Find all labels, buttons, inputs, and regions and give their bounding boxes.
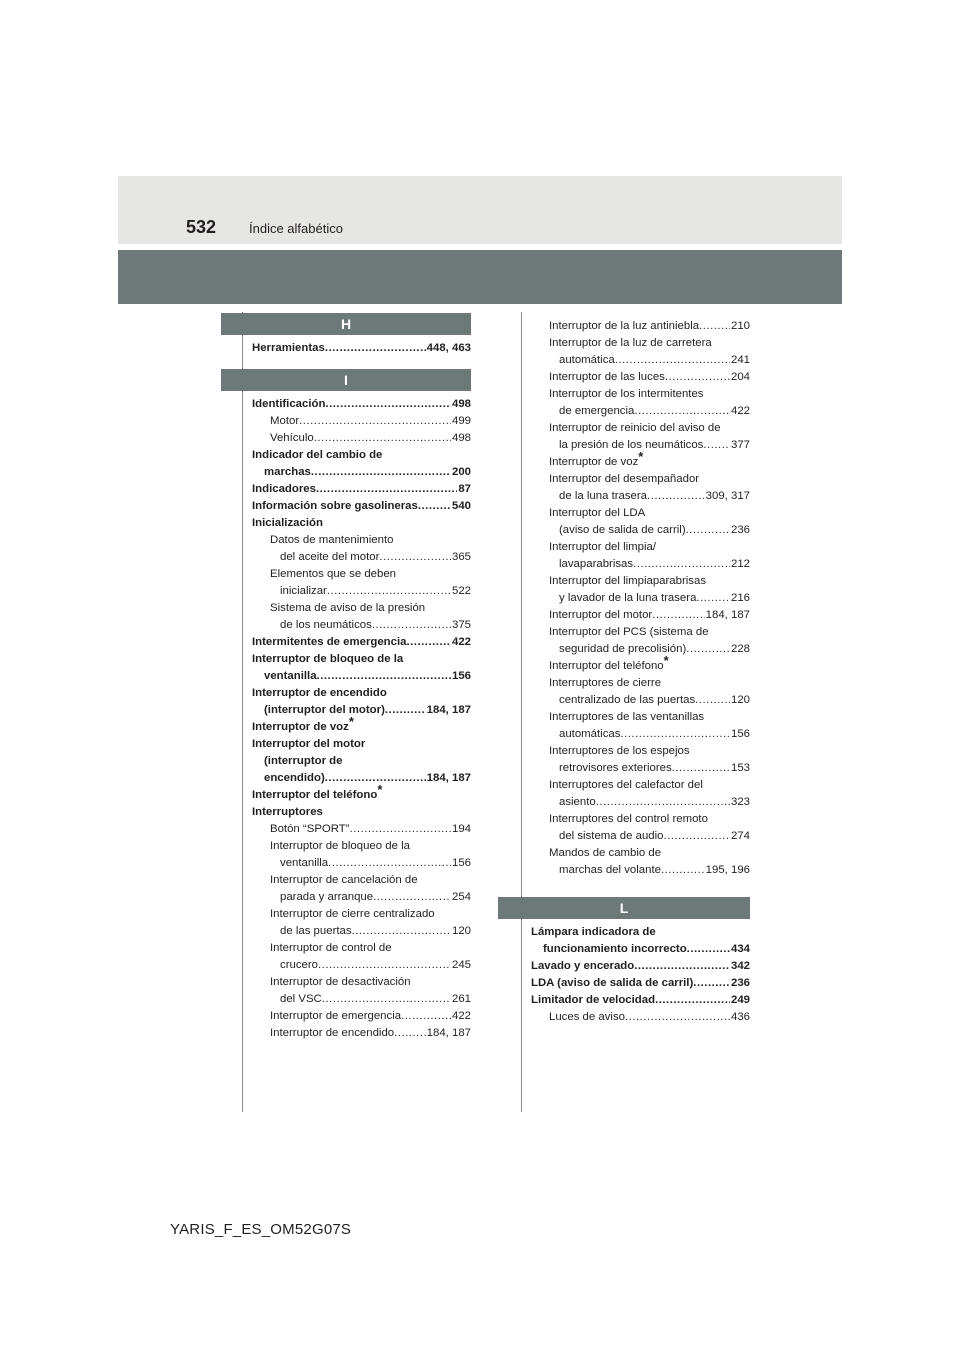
entry-text: Interruptor de emergencia	[270, 1010, 402, 1022]
index-entry	[531, 607, 750, 624]
page-number: 532	[186, 217, 217, 237]
dot-leader	[314, 430, 451, 447]
entry-page-ref: 184, 187	[426, 704, 471, 716]
dot-leader	[316, 481, 457, 498]
dot-leader	[327, 583, 451, 600]
index-entry	[252, 413, 471, 430]
entry-text: del aceite del motor	[280, 551, 380, 563]
entry-page-ref: 448, 463	[426, 342, 471, 354]
entry-text: Lavado y encerado	[531, 960, 635, 972]
index-column-right	[531, 318, 750, 1026]
index-entry	[252, 1025, 471, 1042]
entry-page-ref: 241	[730, 354, 750, 366]
entry-page-ref: 236	[730, 977, 750, 989]
entry-text: (interruptor de	[264, 755, 343, 767]
index-entry	[252, 515, 471, 532]
entry-text: Interruptor de bloqueo de la	[270, 840, 410, 852]
index-entry	[252, 991, 471, 1008]
index-entry	[252, 617, 471, 634]
letter-header-h: H	[221, 313, 471, 335]
index-entry	[252, 532, 471, 549]
entry-list-l	[531, 924, 750, 1026]
entry-page-ref: 184, 187	[426, 1027, 471, 1039]
entry-text: Interruptor de bloqueo de la	[252, 653, 404, 665]
dot-leader	[647, 488, 705, 505]
index-entry	[252, 889, 471, 906]
dot-leader	[686, 641, 730, 658]
index-entry	[252, 498, 471, 515]
entry-page-ref: 522	[451, 585, 471, 597]
index-entry	[531, 471, 750, 488]
entry-page-ref: 184, 187	[705, 609, 750, 621]
entry-page-ref: 323	[730, 796, 750, 808]
dot-leader	[385, 702, 426, 719]
entry-text: Interruptor de encendido	[270, 1027, 395, 1039]
entry-text: Interruptor del motor	[252, 738, 366, 750]
footnote-asterisk: *	[638, 449, 644, 464]
entry-text: Interruptores de las ventanillas	[549, 711, 705, 723]
index-entry	[252, 1008, 471, 1025]
dot-leader	[625, 1009, 730, 1026]
entry-text: Interruptores del control remoto	[549, 813, 708, 825]
entry-text: del sistema de audio	[559, 830, 664, 842]
dot-leader	[665, 369, 730, 386]
entry-text: marchas	[264, 466, 311, 478]
index-entry	[531, 743, 750, 760]
entry-text: (aviso de salida de carril)	[559, 524, 686, 536]
dot-leader	[325, 396, 451, 413]
entry-text: parada y arranque	[280, 891, 374, 903]
entry-page-ref: 228	[730, 643, 750, 655]
index-entry	[531, 653, 750, 675]
index-entry	[252, 481, 471, 498]
index-entry	[531, 924, 750, 941]
index-entry	[531, 692, 750, 709]
index-entry	[531, 941, 750, 958]
dot-leader	[652, 607, 704, 624]
entry-page-ref: 375	[451, 619, 471, 631]
entry-text: Interruptor de voz	[252, 721, 349, 733]
dot-leader	[596, 794, 730, 811]
dot-leader	[634, 958, 730, 975]
index-entry	[531, 403, 750, 420]
dot-leader	[699, 318, 730, 335]
entry-text: Sistema de aviso de la presión	[270, 602, 426, 614]
entry-text: de emergencia	[559, 405, 635, 417]
index-entry	[252, 600, 471, 617]
dot-leader	[352, 923, 451, 940]
index-entry	[531, 958, 750, 975]
index-entry	[531, 709, 750, 726]
index-entry	[531, 488, 750, 505]
entry-text: (interruptor del motor)	[264, 704, 385, 716]
entry-text: Interruptor de la luz de carretera	[549, 337, 712, 349]
index-entry	[252, 396, 471, 413]
dot-leader	[655, 992, 730, 1009]
entry-text: Motor	[270, 415, 300, 427]
entry-page-ref: 153	[730, 762, 750, 774]
index-entry	[252, 447, 471, 464]
entry-text: Interruptor de desactivación	[270, 976, 411, 988]
entry-text: del VSC	[280, 993, 322, 1005]
dot-leader	[379, 549, 451, 566]
dot-leader	[328, 855, 451, 872]
index-entry	[252, 430, 471, 447]
dot-leader	[350, 821, 451, 838]
letter-header-l: L	[498, 897, 750, 919]
entry-page-ref: 434	[730, 943, 750, 955]
entry-text: Interruptor del motor	[549, 609, 653, 621]
index-entry	[531, 992, 750, 1009]
index-entry	[252, 668, 471, 685]
entry-text: Interruptor de control de	[270, 942, 392, 954]
dot-leader	[406, 634, 451, 651]
entry-text: Interruptor del teléfono	[549, 660, 664, 672]
entry-page-ref: 377	[730, 439, 750, 451]
index-entry	[252, 464, 471, 481]
index-entry	[531, 828, 750, 845]
dot-leader	[372, 617, 451, 634]
dot-leader	[299, 413, 451, 430]
entry-page-ref: 195, 196	[705, 864, 750, 876]
dot-leader	[634, 403, 730, 420]
entry-page-ref: 184, 187	[426, 772, 471, 784]
entry-page-ref: 156	[730, 728, 750, 740]
dot-leader	[661, 862, 705, 879]
index-entry	[531, 335, 750, 352]
entry-page-ref: 342	[730, 960, 750, 972]
entry-text: Interruptor del teléfono	[252, 789, 378, 801]
dot-leader	[325, 770, 426, 787]
index-entry	[252, 634, 471, 651]
entry-text: encendido)	[264, 772, 325, 784]
entry-text: Interruptor de encendido	[252, 687, 387, 699]
entry-text: inicializar	[280, 585, 327, 597]
dot-leader	[620, 726, 730, 743]
index-entry	[531, 794, 750, 811]
entry-text: automática	[559, 354, 615, 366]
index-entry	[252, 782, 471, 804]
entry-text: centralizado de las puertas	[559, 694, 696, 706]
entry-page-ref: 87	[458, 483, 471, 495]
footnote-asterisk: *	[377, 782, 383, 797]
index-entry	[531, 590, 750, 607]
index-entry	[252, 714, 471, 736]
entry-text: Interruptor de cancelación de	[270, 874, 418, 886]
dot-leader	[687, 941, 730, 958]
entry-text: Datos de mantenimiento	[270, 534, 394, 546]
entry-page-ref: 156	[451, 670, 471, 682]
entry-text: asiento	[559, 796, 596, 808]
entry-text: LDA (aviso de salida de carril)	[531, 977, 694, 989]
index-entry	[531, 573, 750, 590]
entry-text: Indicadores	[252, 483, 316, 495]
entry-text: Limitador de velocidad	[531, 994, 656, 1006]
index-entry	[252, 685, 471, 702]
dot-leader	[686, 522, 730, 539]
entry-text: la presión de los neumáticos	[559, 439, 704, 451]
entry-text: Interruptor del LDA	[549, 507, 646, 519]
entry-page-ref: 236	[730, 524, 750, 536]
entry-text: y lavador de la luna trasera	[559, 592, 697, 604]
entry-text: Luces de aviso	[549, 1011, 625, 1023]
entry-text: Intermitentes de emergencia	[252, 636, 407, 648]
entry-text: Interruptores de cierre	[549, 677, 662, 689]
index-entry	[531, 352, 750, 369]
index-entry	[531, 777, 750, 794]
index-entry	[252, 838, 471, 855]
dot-leader	[615, 352, 730, 369]
entry-text: Mandos de cambio de	[549, 847, 662, 859]
entry-text: Vehículo	[270, 432, 314, 444]
entry-text: Interruptor del desempañador	[549, 473, 700, 485]
dot-leader	[633, 556, 730, 573]
entry-text: Interruptor de cierre centralizado	[270, 908, 435, 920]
dot-leader	[693, 975, 730, 992]
entry-page-ref: 422	[451, 1010, 471, 1022]
index-entry	[252, 872, 471, 889]
entry-text: de las puertas	[280, 925, 352, 937]
entry-text: Información sobre gasolineras	[252, 500, 418, 512]
entry-text: de los neumáticos	[280, 619, 372, 631]
index-entry	[252, 583, 471, 600]
entry-page-ref: 540	[451, 500, 471, 512]
entry-page-ref: 156	[451, 857, 471, 869]
entry-page-ref: 200	[451, 466, 471, 478]
footnote-asterisk: *	[348, 714, 354, 729]
left-column-rule	[242, 312, 243, 1112]
entry-page-ref: 120	[730, 694, 750, 706]
entry-text: Identificación	[252, 398, 326, 410]
entry-page-ref: 261	[451, 993, 471, 1005]
entry-page-ref: 422	[451, 636, 471, 648]
entry-text: ventanilla	[264, 670, 317, 682]
index-entry	[252, 855, 471, 872]
index-entry	[531, 539, 750, 556]
index-entry	[531, 811, 750, 828]
dot-leader	[325, 340, 426, 357]
header-bar	[118, 176, 842, 244]
entry-text: retrovisores exteriores	[559, 762, 672, 774]
entry-text: Interruptores	[252, 806, 323, 818]
entry-text: Elementos que se deben	[270, 568, 397, 580]
entry-text: automáticas	[559, 728, 621, 740]
letter-header-i: I	[221, 369, 471, 391]
index-entry	[531, 369, 750, 386]
index-entry	[531, 845, 750, 862]
index-entry	[252, 957, 471, 974]
index-entry	[531, 505, 750, 522]
entry-page-ref: 245	[451, 959, 471, 971]
dot-leader	[401, 1008, 451, 1025]
entry-text: crucero	[280, 959, 318, 971]
right-column-rule	[521, 312, 522, 1112]
entry-text: marchas del volante	[559, 864, 661, 876]
entry-text: seguridad de precolisión)	[559, 643, 687, 655]
entry-text: Lámpara indicadora de	[531, 926, 656, 938]
entry-page-ref: 498	[451, 432, 471, 444]
index-entry	[252, 923, 471, 940]
index-entry	[252, 770, 471, 787]
entry-text: Interruptor de los intermitentes	[549, 388, 704, 400]
entry-list-continued	[531, 318, 750, 879]
entry-text: Inicialización	[252, 517, 323, 529]
dot-leader	[394, 1025, 426, 1042]
entry-page-ref: 422	[730, 405, 750, 417]
index-entry	[531, 624, 750, 641]
index-entry	[252, 974, 471, 991]
entry-page-ref: 365	[451, 551, 471, 563]
entry-page-ref: 498	[451, 398, 471, 410]
entry-text: Interruptor del limpia/	[549, 541, 656, 553]
entry-page-ref: 499	[451, 415, 471, 427]
index-entry	[252, 566, 471, 583]
entry-text: Herramientas	[252, 342, 325, 354]
dot-leader	[311, 464, 451, 481]
index-entry	[531, 1009, 750, 1026]
entry-page-ref: 274	[730, 830, 750, 842]
entry-text: Interruptor del limpiaparabrisas	[549, 575, 707, 587]
document-code: YARIS_F_ES_OM52G07S	[170, 1221, 352, 1238]
entry-page-ref: 309, 317	[705, 490, 750, 502]
entry-page-ref: 210	[730, 320, 750, 332]
index-entry	[252, 906, 471, 923]
index-entry	[531, 449, 750, 471]
index-entry	[252, 753, 471, 770]
dot-leader	[322, 991, 451, 1008]
entry-page-ref: 194	[451, 823, 471, 835]
entry-text: Interruptores de los espejos	[549, 745, 690, 757]
entry-text: Indicador del cambio de	[252, 449, 383, 461]
entry-page-ref: 254	[451, 891, 471, 903]
index-entry	[531, 975, 750, 992]
entry-text: Botón “SPORT”	[270, 823, 350, 835]
entry-list-i	[252, 396, 471, 1042]
footnote-asterisk: *	[663, 653, 669, 668]
dot-leader	[317, 668, 451, 685]
entry-text: Interruptor de las luces	[549, 371, 665, 383]
entry-list-h	[252, 340, 471, 357]
entry-text: lavaparabrisas	[559, 558, 634, 570]
entry-page-ref: 436	[730, 1011, 750, 1023]
dot-leader	[696, 590, 730, 607]
entry-page-ref: 120	[451, 925, 471, 937]
entry-text: Interruptores del calefactor del	[549, 779, 703, 791]
entry-text: Interruptor de reinicio del aviso de	[549, 422, 721, 434]
dot-leader	[418, 498, 451, 515]
entry-text: funcionamiento incorrecto	[543, 943, 687, 955]
index-entry	[252, 549, 471, 566]
entry-text: de la luna trasera	[559, 490, 648, 502]
dot-leader	[663, 828, 730, 845]
entry-page-ref: 212	[730, 558, 750, 570]
dot-leader	[695, 692, 730, 709]
entry-text: Interruptor de la luz antiniebla	[549, 320, 700, 332]
dot-leader	[672, 760, 730, 777]
index-entry	[252, 651, 471, 668]
index-entry	[531, 386, 750, 403]
index-entry	[252, 702, 471, 719]
dot-leader	[318, 957, 451, 974]
index-entry	[252, 736, 471, 753]
index-entry	[252, 340, 471, 357]
dot-leader	[703, 437, 730, 454]
entry-text: Interruptor del PCS (sistema de	[549, 626, 709, 638]
title-band	[118, 250, 842, 304]
index-entry	[531, 522, 750, 539]
index-column-left	[252, 313, 471, 1042]
entry-page-ref: 216	[730, 592, 750, 604]
index-entry	[531, 318, 750, 335]
index-entry	[531, 420, 750, 437]
index-entry	[531, 556, 750, 573]
index-entry	[252, 821, 471, 838]
index-entry	[252, 804, 471, 821]
index-entry	[531, 726, 750, 743]
index-entry	[531, 760, 750, 777]
entry-text: Interruptor de voz	[549, 456, 639, 468]
dot-leader	[373, 889, 451, 906]
entry-page-ref: 249	[730, 994, 750, 1006]
index-entry	[531, 862, 750, 879]
entry-text: ventanilla	[280, 857, 329, 869]
section-title: Índice alfabético	[249, 221, 343, 236]
entry-page-ref: 204	[730, 371, 750, 383]
index-entry	[531, 675, 750, 692]
index-entry	[531, 641, 750, 658]
index-entry	[252, 940, 471, 957]
